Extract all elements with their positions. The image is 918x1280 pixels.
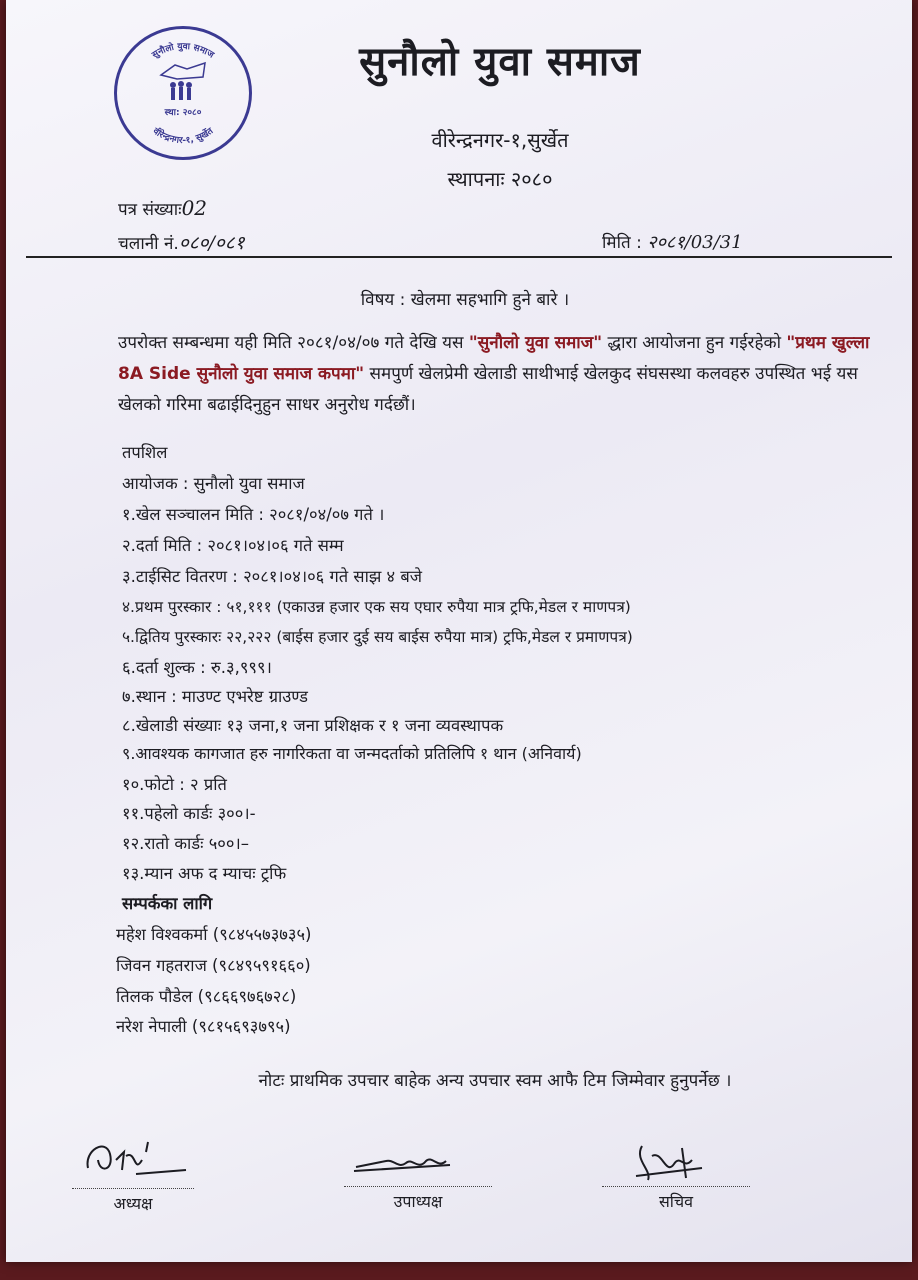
letter-paper <box>6 0 912 1262</box>
secretary-label: सचिव <box>658 1192 694 1211</box>
letter-subject: विषय : खेलमा सहभागि हुने बारे । <box>360 290 570 310</box>
details-heading: तपशिल <box>122 443 168 462</box>
seal-estd: स्था: २०८० <box>164 108 202 118</box>
contact-item: तिलक पौडेल (९८६६९७६७२८) <box>116 987 297 1006</box>
seal-top-text: सुनौलो युवा समाज <box>150 41 216 61</box>
list-item: १३.म्यान अफ द म्याचः ट्रफि <box>122 864 287 883</box>
list-item: ९.आवश्यक कागजात हरु नागरिकता वा जन्मदर्ताको प्रतिलिपि १ थान (अनिवार्य) <box>122 744 582 763</box>
letter-note: नोटः प्राथमिक उपचार बाहेक अन्य उपचार स्वम आफै टिम जिम्मेवार हुनुपर्नेछ । <box>258 1071 732 1091</box>
president-signature <box>76 1130 196 1190</box>
secretary-signature <box>622 1136 712 1188</box>
list-item: ८.खेलाडी संख्याः १३ जना,१ जना प्रशिक्षक र १ जना व्यवस्थापक <box>122 716 504 735</box>
list-item: ५.द्वितिय पुरस्कारः २२,२२२ (बाईस हजार दुई सय बाईस रुपैया मात्र) ट्रफि,मेडल र प्रमाणपत्र) <box>122 628 633 646</box>
list-item: ११.पहेलो कार्डः ३००।- <box>122 804 256 823</box>
list-item: २.दर्ता मिति : २०८१।०४।०६ गते सम्म <box>122 536 344 555</box>
list-item: ४.प्रथम पुरस्कार : ५१,१११ (एकाउन्न हजार एक सय एघार रुपैया मात्र ट्रफि,मेडल र माणपत्र) <box>122 598 631 616</box>
org-title: सुनौलो युवा समाज <box>359 39 641 85</box>
header-divider <box>26 256 892 258</box>
vice-president-label: उपाध्यक्ष <box>393 1192 443 1211</box>
contacts-heading: सम्पर्कका लागि <box>122 894 213 913</box>
letter-body: उपरोक्त सम्बन्धमा यही मिति २०८१/०४/०७ गते देखि यस "सुनौलो युवा समाज" द्धारा आयोजना हुन गईरहेको "प्रथम खुल्ला 8A Side सुनौलो युवा समाज कपमा" समपुर्ण खेलप्रेमी खेलाडी साथीभाई खेलकुद संघसस्था कलवहरु उपस्थित भई यस खेलको गरिमा बढाईदिनुहुन साधर अनुरोध गर्दछौं। <box>118 333 870 415</box>
dispatch-number: चलानी नं.०८०/०८१ <box>118 232 245 254</box>
list-item: ६.दर्ता शुल्क : रु.३,९९९। <box>122 658 272 677</box>
letter-date: मिति : २०८१/03/31 <box>602 232 743 253</box>
contact-item: जिवन गहतराज (९८४९५९१६६०) <box>116 956 311 975</box>
list-item: ७.स्थान : माउण्ट एभरेष्ट ग्राउण्ड <box>122 687 308 706</box>
list-item: १०.फोटो : २ प्रति <box>122 775 227 794</box>
org-address: वीरेन्द्रनगर-१,सुर्खेत <box>431 128 569 152</box>
letter-number: पत्र संख्याः02 <box>118 196 208 220</box>
president-label: अध्यक्ष <box>113 1194 153 1213</box>
org-established: स्थापनाः २०८० <box>447 167 553 191</box>
contact-item: नरेश नेपाली (९८१५६९३७९५) <box>116 1017 291 1036</box>
contact-item: महेश विश्वकर्मा (९८४५५७३७३५) <box>116 925 312 944</box>
signature-line <box>72 1188 194 1189</box>
organizer-line: आयोजक : सुनौलो युवा समाज <box>122 474 305 493</box>
vice-president-signature <box>346 1145 466 1185</box>
signature-line <box>602 1186 750 1187</box>
signature-line <box>344 1186 492 1187</box>
list-item: १.खेल सञ्चालन मिति : २०८१/०४/०७ गते । <box>122 505 385 524</box>
seal-bottom-text: वीरेन्द्रनगर-१, सुर्खेत <box>150 126 216 147</box>
list-item: १२.रातो कार्डः ५००।– <box>122 834 249 853</box>
list-item: ३.टाईसिट वितरण : २०८१।०४।०६ गते साझ ४ बजे <box>122 567 423 586</box>
